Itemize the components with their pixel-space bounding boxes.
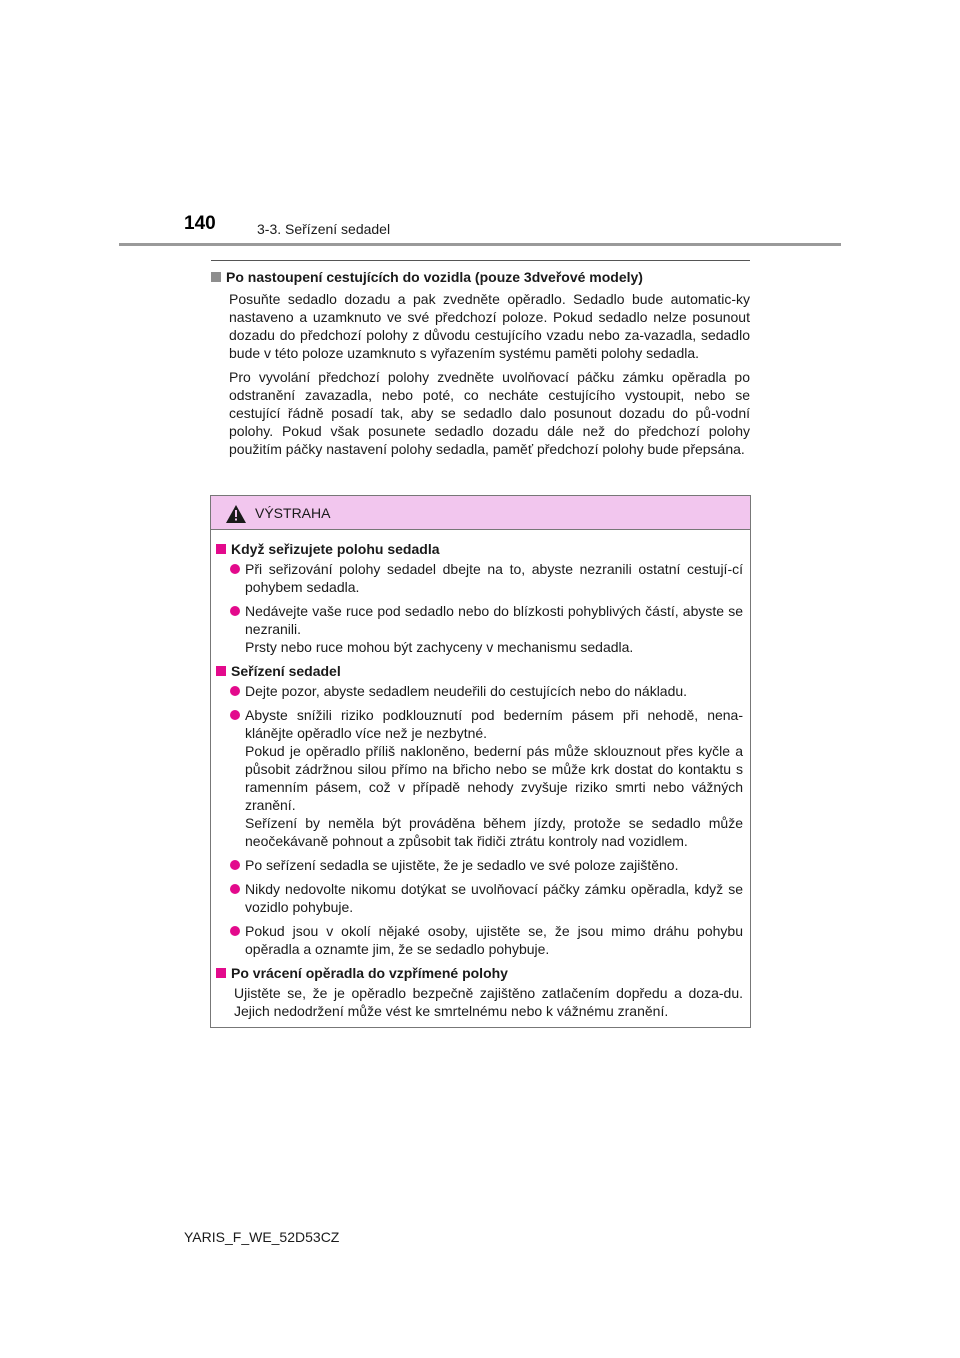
- warning-title: VÝSTRAHA: [255, 505, 331, 521]
- warning-bullet-text: Při seřizování polohy sedadel dbejte na to, abyste nezranili ostatní cestují-cí pohybem sedadla.: [245, 561, 743, 595]
- section-title: 3-3. Seřízení sedadel: [257, 221, 391, 237]
- intro-paragraph: Pro vyvolání předchozí polohy zvedněte uvolňovací páčku zámku opěradla po odstranění zavazadla, nebo poté, co necháte cestujícího vystoupit, nebo se cestující řádně posadí tak, aby se sedadlo dalo posunout dozadu do pů-vodní polohy. Pokud však posunete sedadlo dozadu dále než do předchozí polohy použitím páčky nastavení polohy sedadla, paměť předchozí polohy bude přepsána.: [229, 369, 750, 457]
- warning-bullet: [230, 560, 743, 596]
- bullet-dot-icon: [230, 926, 240, 936]
- warning-bullet: [230, 682, 743, 700]
- header-rule: [119, 243, 841, 246]
- bullet-dot-icon: [230, 686, 240, 696]
- intro-heading: [211, 268, 750, 286]
- warning-triangle-icon: [226, 505, 246, 523]
- divider: [211, 260, 750, 261]
- warning-bullet: [230, 706, 743, 850]
- warning-box: [210, 495, 751, 1028]
- warning-header: [211, 496, 750, 530]
- warning-section-heading: [216, 540, 743, 558]
- warning-section-heading: [216, 964, 743, 982]
- warning-bullet-text: Nedávejte vaše ruce pod sedadlo nebo do blízkosti pohyblivých částí, abyste se nezranili. Prsty nebo ruce mohou být zachyceny v mechanismu sedadla.: [245, 603, 743, 655]
- bullet-dot-icon: [230, 860, 240, 870]
- square-bullet-icon: [216, 544, 226, 554]
- warning-bullet-text: Abyste snížili riziko podklouznutí pod bederním pásem při nehodě, nena-klánějte opěradlo více než je nezbytné. Pokud je opěradlo příliš nakloněno, bederní pás může sklouznout přes kyčle a působit zádržnou silou přímo na břicho nebo se může krk dostat do kontaktu s ramenním pásem, což v případě nehody zvyšuje riziko smrti nebo vážných zranění. Seřízení by neměla být prováděna během jízdy, protože se sedadlo může neočekávaně pohnout a způsobit tak řidiči ztrátu kontroly nad vozidlem.: [245, 707, 743, 849]
- warning-bullet: [230, 922, 743, 958]
- warning-bullet: [230, 602, 743, 656]
- square-bullet-icon: [216, 968, 226, 978]
- bullet-dot-icon: [230, 884, 240, 894]
- bullet-dot-icon: [230, 606, 240, 616]
- page-number: 140: [184, 213, 216, 234]
- square-bullet-icon: [216, 666, 226, 676]
- footer-code: YARIS_F_WE_52D53CZ: [184, 1229, 340, 1245]
- warning-bullet-text: Po seřízení sedadla se ujistěte, že je sedadlo ve své poloze zajištěno.: [245, 857, 679, 873]
- square-bullet-icon: [211, 272, 221, 282]
- warning-section-heading: [216, 662, 743, 680]
- warning-heading-text: Seřízení sedadel: [231, 663, 341, 679]
- intro-heading-text: Po nastoupení cestujících do vozidla (pouze 3dveřové modely): [226, 269, 643, 285]
- warning-heading-text: Po vrácení opěradla do vzpřímené polohy: [231, 965, 508, 981]
- warning-bullet-text: Dejte pozor, abyste sedadlem neudeřili do cestujících nebo do nákladu.: [245, 683, 688, 699]
- warning-content: [211, 530, 750, 1020]
- warning-bullet: [230, 880, 743, 916]
- bullet-dot-icon: [230, 710, 240, 720]
- warning-heading-text: Když seřizujete polohu sedadla: [231, 541, 440, 557]
- warning-paragraph: Ujistěte se, že je opěradlo bezpečně zajištěno zatlačením dopředu a doza-du. Jejich nedodržení může vést ke smrtelnému nebo k vážnému zranění.: [234, 985, 743, 1019]
- warning-bullet-text: Pokud jsou v okolí nějaké osoby, ujistěte se, že jsou mimo dráhu pohybu opěradla a oznamte jim, že se sedadlo pohybuje.: [245, 923, 743, 957]
- intro-paragraph: Posuňte sedadlo dozadu a pak zvedněte opěradlo. Sedadlo bude automatic-ky nastaveno a uzamknuto ve své předchozí poloze. Pokud sedadlo nelze posunout dozadu do předchozí polohy z důvodu cestujícího vzadu nebo za-vazadla, sedadlo bude v této poloze uzamknuto s vyřazením systému paměti polohy sedadla.: [229, 291, 750, 361]
- warning-bullet-text: Nikdy nedovolte nikomu dotýkat se uvolňovací páčky zámku opěradla, když se vozidlo pohybuje.: [245, 881, 743, 915]
- intro-block: [211, 268, 750, 458]
- bullet-dot-icon: [230, 564, 240, 574]
- warning-bullet: [230, 856, 743, 874]
